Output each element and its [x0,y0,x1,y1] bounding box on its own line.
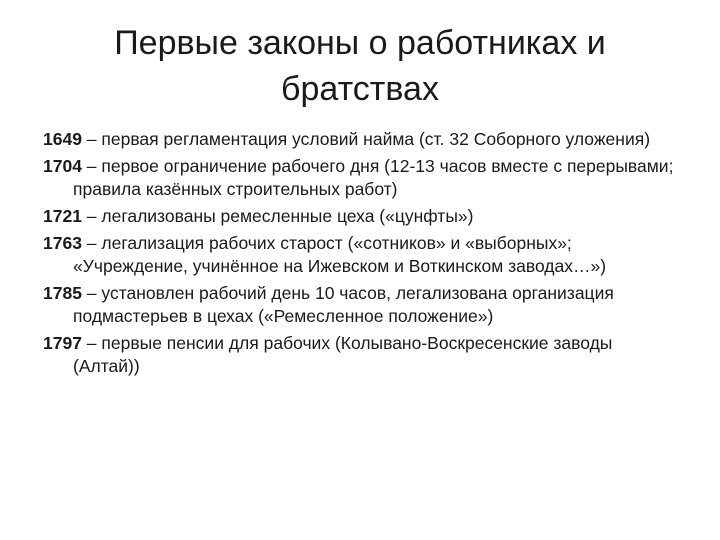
item-text: – первое ограничение рабочего дня (12-13 часов вместе с перерывами; правила казённых строительных работ) [73,156,674,199]
slide-title: Первые законы о работниках и братствах [114,24,606,108]
item-year: 1797 [43,333,82,353]
list-item [43,155,683,201]
item-year: 1704 [43,156,82,176]
list-item [43,205,683,228]
list-item [43,232,683,278]
item-text: – первые пенсии для рабочих (Колывано-Воскресенские заводы (Алтай)) [73,333,613,376]
item-year: 1785 [43,283,82,303]
item-text: – легализованы ремесленные цеха («цунфты») [81,206,474,226]
item-text: – установлен рабочий день 10 часов, легализована организация подмастерьев в цехах («Ремесленное положение») [73,283,614,326]
list-item [43,282,683,328]
item-text: – первая регламентация условий найма (ст. 32 Соборного уложения) [81,129,651,149]
list-item [43,128,683,151]
law-list [43,128,683,382]
list-item [43,332,683,378]
item-year: 1763 [43,233,82,253]
item-year: 1721 [43,206,82,226]
item-year: 1649 [43,129,82,149]
item-text: – легализация рабочих старост («сотников» и «выборных»; «Учреждение, учинённое на Ижевском и Воткинском заводах…») [73,233,607,276]
